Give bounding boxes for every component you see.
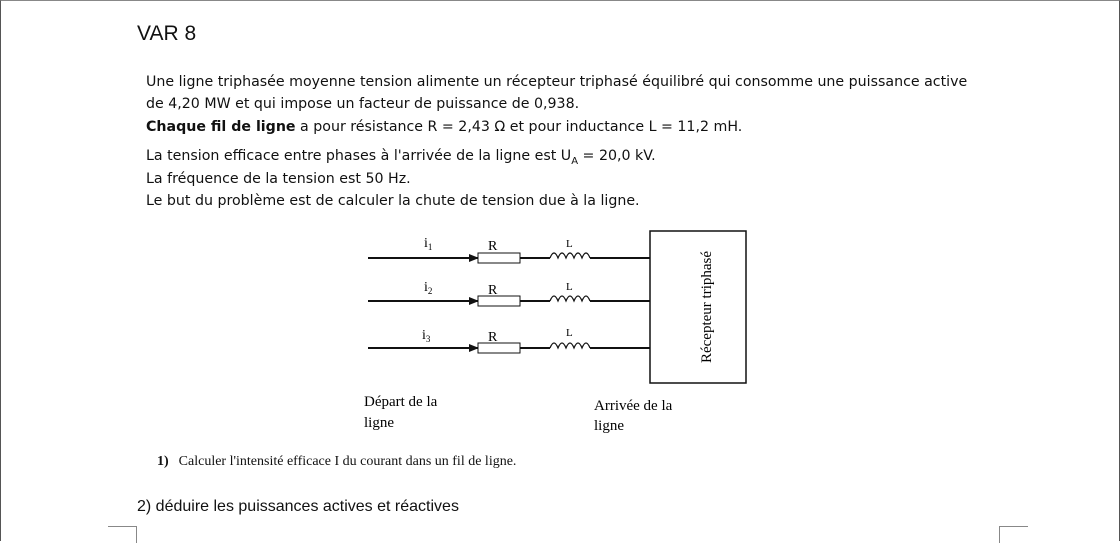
- inductor-label-2: L: [566, 281, 573, 293]
- inductor-2: [550, 296, 590, 301]
- line-phase-1: [368, 253, 650, 263]
- arrival-label-line-2: ligne: [594, 418, 624, 434]
- statement-line-4-pre: La tension efficace entre phases à l'arrivée de la ligne est U: [146, 148, 572, 164]
- line-phase-3: [368, 343, 650, 353]
- inductor-3: [550, 343, 590, 348]
- inductor-1: [550, 253, 590, 258]
- page-corner-right: [999, 526, 1028, 543]
- resistor-label-2: R: [488, 283, 498, 298]
- statement-line-2: de 4,20 MW et qui impose un facteur de puissance de 0,938.: [146, 96, 580, 112]
- statement-line-5: La fréquence de la tension est 50 Hz.: [146, 171, 411, 187]
- line-phase-2: [368, 296, 650, 306]
- receiver-label: Récepteur triphasé: [699, 250, 715, 364]
- departure-label-line-1: Départ de la: [364, 394, 438, 410]
- voltage-subscript: A: [571, 155, 579, 167]
- statement-line-1: Une ligne triphasée moyenne tension alimente un récepteur triphasé équilibré qui consomme une puissance active: [146, 74, 968, 90]
- page-title: VAR 8: [137, 22, 197, 45]
- resistor-label-3: R: [488, 330, 498, 345]
- current-label-3: $i_3$: [422, 328, 431, 344]
- current-label-2: $i_2$: [424, 280, 433, 296]
- resistor-3: [478, 343, 520, 353]
- statement-line-6: Le but du problème est de calculer la chute de tension due à la ligne.: [146, 193, 640, 209]
- resistor-1: [478, 253, 520, 263]
- arrival-label-line-1: Arrivée de la: [594, 398, 673, 414]
- inductor-label-1: L: [566, 238, 573, 250]
- resistor-label-1: R: [488, 239, 498, 254]
- question-1-number: 1): [157, 454, 169, 469]
- page-corner-left: [108, 526, 137, 543]
- current-label-1: $i_1$: [424, 236, 433, 252]
- statement-bold-phrase: Chaque fil de ligne: [146, 119, 296, 135]
- question-1-text: Calculer l'intensité efficace I du courant dans un fil de ligne.: [178, 454, 517, 469]
- question-2: 2) déduire les puissances actives et réactives: [137, 498, 459, 515]
- inductor-label-3: L: [566, 327, 573, 339]
- departure-label-line-2: ligne: [364, 415, 394, 431]
- question-1: [157, 454, 516, 470]
- receiver-box: [650, 231, 746, 383]
- statement-line-4-post: = 20,0 kV.: [578, 148, 656, 164]
- statement-line-3-rest: a pour résistance R = 2,43 Ω et pour inductance L = 11,2 mH.: [295, 119, 743, 135]
- resistor-2: [478, 296, 520, 306]
